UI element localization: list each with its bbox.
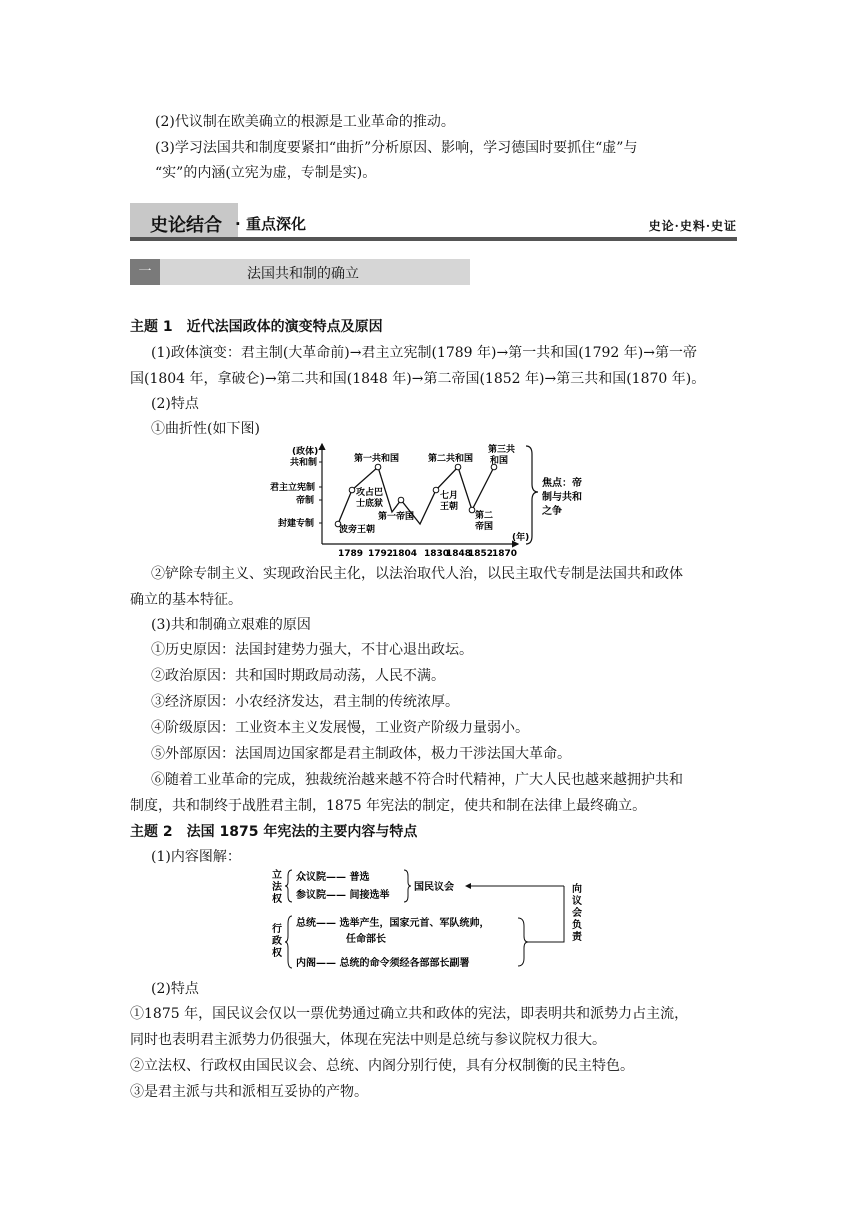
diagram-responsible-4: 负 — [572, 920, 582, 931]
diagram-president-1: 总统—— 选举产生，国家元首、军队统帅， — [296, 918, 490, 929]
topic1-reason-6a: ⑥随着工业革命的完成，独裁统治越来越不符合时代精神，广大人民也越来越拥护共和 — [151, 772, 683, 788]
chart-label-empire2-1: 第二 — [475, 511, 494, 521]
diagram-lower-house: 众议院—— 普选 — [296, 872, 370, 883]
diagram-legislative-3: 权 — [272, 894, 282, 905]
diagram-executive-brace — [285, 916, 292, 968]
topic2-feature-2: ②立法权、行政权由国民议会、总统、内阁分别行使，具有分权制衡的民主特色。 — [130, 1058, 634, 1074]
intro-line-2: (3)学习法国共和制度要紧扣“曲折”分析原因、影响，学习德国时要抓住“虚”与 — [155, 140, 638, 156]
chart-ytick-constitutional: 君主立宪制 — [270, 483, 316, 493]
chart-label-republic3-1: 第三共 — [488, 445, 516, 455]
chart-label-republic2: 第二共和国 — [428, 454, 474, 464]
subsection-number: 一 — [130, 259, 160, 285]
chart-xtick-1830: 1830 — [424, 549, 450, 558]
chart-point-republic1 — [375, 464, 381, 470]
intro-line-1: (2)代议制在欧美确立的根源是工业革命的推动。 — [155, 114, 455, 130]
subsection-header — [130, 259, 470, 285]
chart-label-july-1: 七月 — [440, 491, 459, 501]
diagram-president-2: 任命部长 — [346, 934, 386, 945]
chart-xtick-1789: 1789 — [338, 549, 364, 558]
chart-brace — [526, 446, 538, 544]
diagram-responsible-5: 责 — [572, 932, 582, 943]
chart-ytick-empire: 帝制 — [296, 496, 315, 506]
chart-xtick-1870: 1870 — [492, 549, 518, 558]
topic1-reasons-label: (3)共和制确立艰难的原因 — [151, 617, 311, 633]
chart-focus-2: 制与共和 — [542, 492, 582, 503]
topic1-feature-2a: ②铲除专制主义、实现政治民主化，以法治取代人治，以民主取代专制是法国共和政体 — [151, 566, 683, 582]
chart-label-bastille-1: 攻占巴 — [356, 488, 384, 498]
diagram-upper-house: 参议院—— 间接选举 — [296, 890, 390, 901]
topic1-feature-1: ①曲折性(如下图) — [151, 421, 260, 437]
regime-evolution-chart — [270, 440, 630, 558]
section-header — [130, 203, 737, 241]
diagram-responsible-3: 会 — [572, 908, 582, 919]
topic1-heading: 主题 1 近代法国政体的演变特点及原因 — [130, 319, 383, 335]
diagram-responsible-1: 向 — [572, 884, 582, 895]
diagram-executive-2: 政 — [272, 936, 282, 947]
subsection-title: 法国共和制的确立 — [247, 266, 359, 282]
topic1-feature-2b: 确立的基本特征。 — [130, 592, 242, 608]
section-subtitle — [235, 213, 306, 234]
chart-point-empire1 — [398, 497, 404, 503]
chart-ytick-republic: 共和制 — [290, 458, 318, 468]
diagram-exec-right-brace — [518, 918, 528, 966]
chart-label-bastille-2: 士底狱 — [356, 499, 384, 509]
chart-ylabel: (政体) — [292, 447, 319, 457]
section-subtitle-text: 重点深化 — [245, 215, 306, 233]
chart-label-empire2-2: 帝国 — [475, 522, 494, 532]
diagram-connector — [528, 886, 564, 942]
diagram-responsible-2: 议 — [572, 896, 582, 907]
diagram-cabinet: 内阁—— 总统的命令须经各部部长副署 — [296, 958, 470, 969]
topic1-reason-1: ①历史原因：法国封建势力强大，不甘心退出政坛。 — [151, 642, 473, 658]
section-right-label: 史论·史料·史证 — [648, 219, 737, 233]
chart-point-empire2 — [469, 507, 475, 513]
topic1-evolution-1: (1)政体演变：君主制(大革命前)→君主立宪制(1789 年)→第一共和国(1792 年)→第一帝 — [151, 345, 697, 361]
chart-xtick-1848: 1848 — [446, 549, 472, 558]
topic1-reason-6b: 制度，共和制终于战胜君主制，1875 年宪法的制定，使共和制在法律上最终确立。 — [130, 798, 647, 814]
chart-xlabel: (年) — [512, 533, 530, 543]
chart-ytick-feudal: 封建专制 — [278, 519, 315, 529]
diagram-assembly: 国民议会 — [414, 882, 454, 893]
chart-label-bourbon: 波旁王朝 — [339, 525, 376, 535]
chart-xtick-1852: 1852 — [468, 549, 494, 558]
section-dot: · — [235, 215, 241, 233]
diagram-legislative-brace — [285, 870, 292, 902]
topic1-reason-4: ④阶级原因：工业资本主义发展慢，工业资产阶级力量弱小。 — [151, 720, 529, 736]
topic2-feature-1a: ①1875 年，国民议会仅以一票优势通过确立共和政体的宪法，即表明共和派势力占主流， — [130, 1006, 689, 1022]
intro-line-3: “实”的内涵(立宪为虚，专制是实)。 — [155, 165, 377, 181]
diagram-legislative-2: 法 — [272, 882, 282, 893]
chart-xtick-1804: 1804 — [392, 549, 418, 558]
diagram-executive-3: 权 — [272, 948, 282, 959]
chart-label-july-2: 王朝 — [440, 502, 459, 512]
topic2-feature-1b: 同时也表明君主派势力仍很强大，体现在宪法中则是总统与参议院权力很大。 — [130, 1032, 606, 1048]
chart-point-july — [433, 487, 439, 493]
section-header-rule — [130, 237, 737, 241]
topic1-reason-3: ③经济原因：小农经济发达，君主制的传统浓厚。 — [151, 694, 459, 710]
chart-label-republic3-2: 和国 — [490, 456, 509, 466]
chart-focus-3: 之争 — [542, 506, 562, 517]
diagram-executive-1: 行 — [272, 924, 282, 935]
topic2-feature-3: ③是君主派与共和派相互妥协的产物。 — [130, 1084, 368, 1100]
topic1-evolution-2: 国(1804 年，拿破仑)→第二共和国(1848 年)→第二帝国(1852 年)→第三共和国(1870 年)。 — [130, 371, 706, 387]
topic2-heading: 主题 2 法国 1875 年宪法的主要内容与特点 — [130, 824, 418, 840]
chart-point-bastille — [349, 487, 355, 493]
section-title: 史论结合 — [150, 215, 222, 236]
chart-xtick-1792: 1792 — [368, 549, 394, 558]
topic1-reason-5: ⑤外部原因：法国周边国家都是君主制政体，极力干涉法国大革命。 — [151, 746, 571, 762]
chart-label-empire1: 第一帝国 — [378, 512, 415, 522]
chart-label-republic1: 第一共和国 — [354, 454, 400, 464]
chart-point-republic2 — [455, 464, 461, 470]
topic2-features-label: (2)特点 — [151, 981, 199, 997]
constitution-diagram — [268, 866, 598, 974]
topic2-content-label: (1)内容图解： — [151, 849, 241, 865]
topic1-reason-2: ②政治原因：共和国时期政局动荡，人民不满。 — [151, 668, 445, 684]
chart-focus-1: 焦点：帝 — [542, 478, 582, 489]
diagram-legislative-1: 立 — [272, 870, 282, 881]
diagram-assembly-brace — [404, 870, 411, 902]
topic1-features-label: (2)特点 — [151, 396, 199, 412]
